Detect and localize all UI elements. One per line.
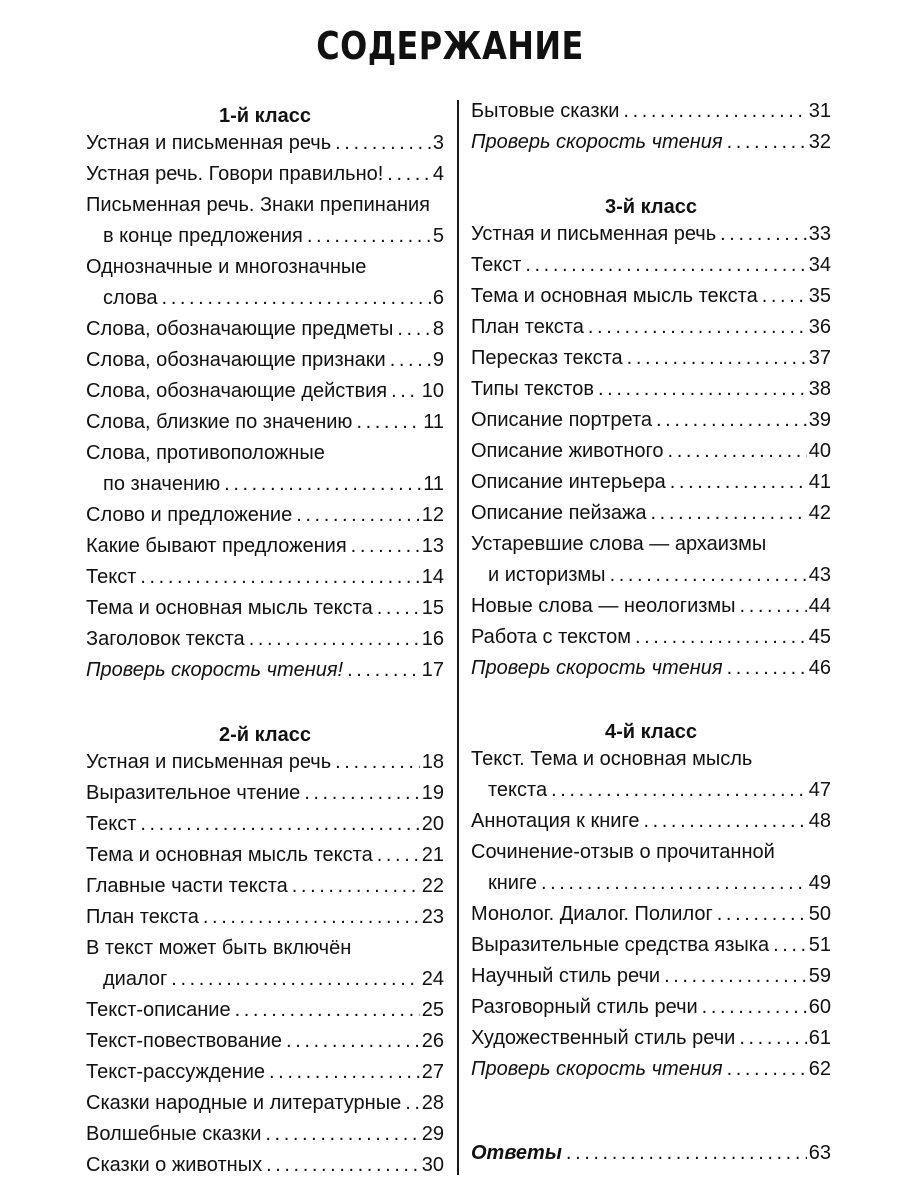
toc-entry-title-continued: по значению xyxy=(103,473,221,495)
toc-entry[interactable] xyxy=(471,219,831,250)
section-heading-grade-3: 3-й класс xyxy=(605,196,697,218)
toc-entry-reading-check[interactable] xyxy=(471,1054,831,1085)
toc-page-number: 38 xyxy=(808,378,831,400)
toc-page-number: 5 xyxy=(432,225,444,247)
toc-entry[interactable] xyxy=(86,562,444,593)
toc-page-number: 33 xyxy=(808,223,831,245)
toc-entry-title: Сказки о животных xyxy=(86,1154,263,1176)
dot-leader xyxy=(335,747,420,778)
toc-entry-title: Текст xyxy=(86,566,137,588)
toc-entry-title: Художественный стиль речи xyxy=(471,1027,736,1049)
toc-entry-title: Заголовок текста xyxy=(86,628,245,650)
dot-leader xyxy=(668,436,807,467)
toc-entry[interactable] xyxy=(86,809,444,840)
toc-entry-title: В текст может быть включён xyxy=(86,937,352,959)
section-heading-grade-4: 4-й класс xyxy=(605,721,697,743)
toc-entry[interactable] xyxy=(86,531,444,562)
toc-page-number: 47 xyxy=(808,779,831,801)
toc-entry-title: Проверь скорость чтения xyxy=(471,131,723,153)
toc-page-number: 50 xyxy=(808,903,831,925)
toc-page-number: 36 xyxy=(808,316,831,338)
toc-page-number: 11 xyxy=(423,473,444,495)
toc-entry-answers[interactable] xyxy=(471,1138,831,1169)
dot-leader xyxy=(377,840,420,871)
toc-entry[interactable] xyxy=(86,1026,444,1057)
toc-entry-title-continued: и историзмы xyxy=(488,564,606,586)
toc-entry[interactable] xyxy=(86,252,444,314)
toc-page-number: 14 xyxy=(421,566,444,588)
section-spacer xyxy=(86,686,444,715)
toc-page-number: 41 xyxy=(808,471,831,493)
toc-entry[interactable] xyxy=(471,899,831,930)
toc-page-number: 44 xyxy=(808,595,831,617)
toc-entry-title: Бытовые сказки xyxy=(471,100,620,122)
dot-leader xyxy=(351,531,420,562)
toc-entry-title: Проверь скорость чтения xyxy=(471,1058,723,1080)
toc-entry[interactable] xyxy=(86,407,444,438)
dot-leader xyxy=(387,159,431,190)
dot-leader xyxy=(356,407,421,438)
toc-entry-title: Сказки народные и литературные xyxy=(86,1092,402,1114)
dot-leader xyxy=(727,653,807,684)
toc-page-number: 61 xyxy=(808,1027,831,1049)
toc-page-number: 32 xyxy=(808,131,831,153)
toc-entry-title-continued: книге xyxy=(488,872,537,894)
toc-entry-title-continued: слова xyxy=(103,287,158,309)
toc-page-number: 20 xyxy=(421,813,444,835)
toc-entry-title: План текста xyxy=(471,316,584,338)
toc-page-number: 34 xyxy=(808,254,831,276)
toc-page-number: 9 xyxy=(432,349,444,371)
dot-leader xyxy=(717,899,807,930)
dot-leader xyxy=(304,778,420,809)
dot-leader xyxy=(249,624,420,655)
toc-entry[interactable] xyxy=(471,992,831,1023)
dot-leader xyxy=(627,343,807,374)
toc-entry-title: Слово и предложение xyxy=(86,504,293,526)
toc-page-number: 3 xyxy=(432,132,444,154)
toc-page-number: 42 xyxy=(808,502,831,524)
toc-page-number: 17 xyxy=(421,659,444,681)
toc-entry-reading-check[interactable] xyxy=(86,655,444,686)
toc-entry[interactable] xyxy=(86,190,444,252)
dot-leader xyxy=(292,871,420,902)
toc-entry-title: Однозначные и многозначные xyxy=(86,256,367,278)
toc-page-number: 62 xyxy=(808,1058,831,1080)
toc-entry[interactable] xyxy=(471,1023,831,1054)
toc-entry[interactable] xyxy=(471,312,831,343)
toc-entry[interactable] xyxy=(86,995,444,1026)
toc-entry[interactable] xyxy=(471,250,831,281)
toc-entry[interactable] xyxy=(86,345,444,376)
toc-entry[interactable] xyxy=(471,498,831,529)
dot-leader xyxy=(265,1119,419,1150)
toc-entry-title: Устная речь. Говори правильно! xyxy=(86,163,384,185)
dot-leader xyxy=(720,219,807,250)
toc-page-number: 12 xyxy=(421,504,444,526)
dot-leader xyxy=(773,930,807,961)
toc-entry[interactable] xyxy=(471,744,831,806)
toc-entry-title: Письменная речь. Знаки препинания xyxy=(86,194,430,216)
toc-entry[interactable] xyxy=(86,1088,444,1119)
toc-entry-title-continued: текста xyxy=(488,779,548,801)
toc-page-number: 22 xyxy=(421,875,444,897)
dot-leader xyxy=(140,562,419,593)
page-title: СОДЕРЖАНИЕ xyxy=(316,24,584,68)
dot-leader xyxy=(405,1088,420,1119)
dot-leader xyxy=(541,868,807,899)
section-spacer xyxy=(471,158,831,187)
dot-leader xyxy=(266,1150,420,1181)
dot-leader xyxy=(296,500,420,531)
toc-entry-title: Волшебные сказки xyxy=(86,1123,262,1145)
toc-entry[interactable] xyxy=(86,500,444,531)
toc-entry-title: Ответы xyxy=(471,1142,562,1164)
dot-leader xyxy=(739,1023,806,1054)
toc-entry-title: Монолог. Диалог. Полилог xyxy=(471,903,713,925)
toc-page-number: 39 xyxy=(808,409,831,431)
toc-entry[interactable] xyxy=(86,159,444,190)
dot-leader xyxy=(397,314,431,345)
toc-entry[interactable] xyxy=(86,1119,444,1150)
dot-leader xyxy=(162,283,431,314)
toc-page-number: 28 xyxy=(421,1092,444,1114)
dot-leader xyxy=(740,591,807,622)
dot-leader xyxy=(727,1054,807,1085)
toc-page-number: 27 xyxy=(421,1061,444,1083)
toc-entry-title: Слова, обозначающие признаки xyxy=(86,349,386,371)
toc-entry-title: Какие бывают предложения xyxy=(86,535,347,557)
toc-entry[interactable] xyxy=(471,96,831,127)
dot-leader xyxy=(656,405,807,436)
toc-entry-title: Разговорный стиль речи xyxy=(471,996,698,1018)
toc-entry[interactable] xyxy=(86,933,444,995)
dot-leader xyxy=(224,469,421,500)
toc-entry[interactable] xyxy=(471,343,831,374)
toc-entry[interactable] xyxy=(86,840,444,871)
dot-leader xyxy=(651,498,807,529)
toc-entry-title: Текст xyxy=(86,813,137,835)
toc-entry-title: Описание интерьера xyxy=(471,471,666,493)
section-heading-grade-2: 2-й класс xyxy=(219,724,311,746)
toc-entry-title: Описание пейзажа xyxy=(471,502,647,524)
toc-column-right xyxy=(471,96,831,1085)
toc-entry-title: Сочинение-отзыв о прочитанной xyxy=(471,841,775,863)
toc-entry-title: Научный стиль речи xyxy=(471,965,661,987)
toc-entry[interactable] xyxy=(86,1150,444,1181)
dot-leader xyxy=(391,376,420,407)
toc-entry-title: Типы текстов xyxy=(471,378,594,400)
dot-leader xyxy=(702,992,807,1023)
toc-page-number: 51 xyxy=(808,934,831,956)
toc-entry[interactable] xyxy=(471,961,831,992)
toc-page-number: 23 xyxy=(421,906,444,928)
toc-entry-title-continued: в конце предложения xyxy=(103,225,303,247)
toc-entry[interactable] xyxy=(86,438,444,500)
toc-page-number: 29 xyxy=(421,1123,444,1145)
toc-entry-title: Текст-повествование xyxy=(86,1030,283,1052)
toc-page-number: 11 xyxy=(423,411,444,433)
toc-entry[interactable] xyxy=(86,747,444,778)
toc-entry-title: Слова, противоположные xyxy=(86,442,325,464)
toc-page-number: 48 xyxy=(808,810,831,832)
toc-entry[interactable] xyxy=(471,405,831,436)
toc-entry[interactable] xyxy=(86,128,444,159)
toc-column-left xyxy=(86,96,444,1181)
section-heading-grade-1: 1-й класс xyxy=(219,105,311,127)
column-divider xyxy=(457,100,459,1175)
toc-page-number: 13 xyxy=(421,535,444,557)
toc-entry[interactable] xyxy=(86,778,444,809)
dot-leader xyxy=(623,96,806,127)
toc-page-number: 8 xyxy=(432,318,444,340)
dot-leader xyxy=(670,467,807,498)
dot-leader xyxy=(566,1138,807,1169)
dot-leader xyxy=(390,345,431,376)
toc-page-number: 10 xyxy=(421,380,444,402)
toc-page-number: 49 xyxy=(808,872,831,894)
toc-entry-title: Проверь скорость чтения! xyxy=(86,659,344,681)
dot-leader xyxy=(588,312,807,343)
toc-entry-title: Слова, обозначающие предметы xyxy=(86,318,394,340)
toc-page-number: 4 xyxy=(432,163,444,185)
toc-entry-title: План текста xyxy=(86,906,199,928)
toc-page-number: 45 xyxy=(808,626,831,648)
section-spacer xyxy=(471,684,831,712)
toc-entry-title: Слова, близкие по значению xyxy=(86,411,353,433)
toc-entry[interactable] xyxy=(471,529,831,591)
toc-page-number: 35 xyxy=(808,285,831,307)
toc-entry[interactable] xyxy=(471,930,831,961)
toc-entry[interactable] xyxy=(86,1057,444,1088)
toc-page-number: 59 xyxy=(808,965,831,987)
dot-leader xyxy=(347,655,420,686)
toc-entry[interactable] xyxy=(471,467,831,498)
toc-entry-title: Описание портрета xyxy=(471,409,653,431)
toc-entry-title: Работа с текстом xyxy=(471,626,631,648)
dot-leader xyxy=(286,1026,420,1057)
toc-page-number: 21 xyxy=(421,844,444,866)
toc-entry[interactable] xyxy=(86,376,444,407)
toc-entry[interactable] xyxy=(471,806,831,837)
toc-page-number: 18 xyxy=(421,751,444,773)
toc-page-number: 15 xyxy=(421,597,444,619)
dot-leader xyxy=(335,128,431,159)
dot-leader xyxy=(140,809,419,840)
toc-entry-title: Тема и основная мысль текста xyxy=(86,844,373,866)
toc-entry-title: Текст. Тема и основная мысль xyxy=(471,748,753,770)
toc-page-number: 63 xyxy=(808,1142,831,1164)
toc-entry-title: Устная и письменная речь xyxy=(471,223,717,245)
toc-entry-title: Тема и основная мысль текста xyxy=(86,597,373,619)
toc-page-number: 60 xyxy=(808,996,831,1018)
toc-entry-title: Описание животного xyxy=(471,440,664,462)
dot-leader xyxy=(643,806,806,837)
toc-entry-title: Проверь скорость чтения xyxy=(471,657,723,679)
toc-entry-title: Устаревшие слова — архаизмы xyxy=(471,533,767,555)
toc-entry-title: Текст-рассуждение xyxy=(86,1061,265,1083)
toc-entry-title: Тема и основная мысль текста xyxy=(471,285,758,307)
dot-leader xyxy=(235,995,420,1026)
toc-entry-reading-check[interactable] xyxy=(471,653,831,684)
dot-leader xyxy=(727,127,807,158)
toc-page-number: 46 xyxy=(808,657,831,679)
toc-entry[interactable] xyxy=(471,591,831,622)
dot-leader xyxy=(635,622,807,653)
toc-page-number: 43 xyxy=(808,564,831,586)
toc-entry-reading-check[interactable] xyxy=(471,127,831,158)
toc-entry[interactable] xyxy=(471,622,831,653)
dot-leader xyxy=(269,1057,420,1088)
toc-entry-title-continued: диалог xyxy=(103,968,168,990)
dot-leader xyxy=(610,560,807,591)
toc-page-number: 24 xyxy=(421,968,444,990)
dot-leader xyxy=(307,221,431,252)
toc-entry[interactable] xyxy=(471,436,831,467)
toc-page-number: 30 xyxy=(421,1154,444,1176)
toc-entry-title: Новые слова — неологизмы xyxy=(471,595,736,617)
toc-page-number: 6 xyxy=(432,287,444,309)
toc-entry-title: Главные части текста xyxy=(86,875,288,897)
dot-leader xyxy=(203,902,420,933)
toc-page-number: 19 xyxy=(421,782,444,804)
toc-entry-title: Аннотация к книге xyxy=(471,810,640,832)
toc-entry-title: Текст xyxy=(471,254,522,276)
dot-leader xyxy=(762,281,807,312)
toc-entry[interactable] xyxy=(86,314,444,345)
dot-leader xyxy=(551,775,807,806)
toc-entry[interactable] xyxy=(471,281,831,312)
toc-page-number: 31 xyxy=(808,100,831,122)
toc-page-number: 16 xyxy=(421,628,444,650)
toc-entry-title: Выразительные средства языка xyxy=(471,934,770,956)
toc-entry[interactable] xyxy=(471,837,831,899)
toc-entry[interactable] xyxy=(86,593,444,624)
toc-entry-title: Устная и письменная речь xyxy=(86,132,332,154)
toc-entry[interactable] xyxy=(86,902,444,933)
toc-entry[interactable] xyxy=(86,871,444,902)
toc-entry-title: Выразительное чтение xyxy=(86,782,301,804)
toc-entry[interactable] xyxy=(471,374,831,405)
dot-leader xyxy=(171,964,419,995)
toc-entry-title: Пересказ текста xyxy=(471,347,623,369)
toc-entry[interactable] xyxy=(86,624,444,655)
toc-page-number: 25 xyxy=(421,999,444,1021)
toc-entry-title: Текст-описание xyxy=(86,999,231,1021)
dot-leader xyxy=(525,250,806,281)
toc-page-number: 26 xyxy=(421,1030,444,1052)
dot-leader xyxy=(377,593,420,624)
toc-entry-title: Устная и письменная речь xyxy=(86,751,332,773)
toc-page-number: 40 xyxy=(808,440,831,462)
dot-leader xyxy=(598,374,807,405)
dot-leader xyxy=(664,961,807,992)
toc-page-number: 37 xyxy=(808,347,831,369)
toc-entry-title: Слова, обозначающие действия xyxy=(86,380,388,402)
